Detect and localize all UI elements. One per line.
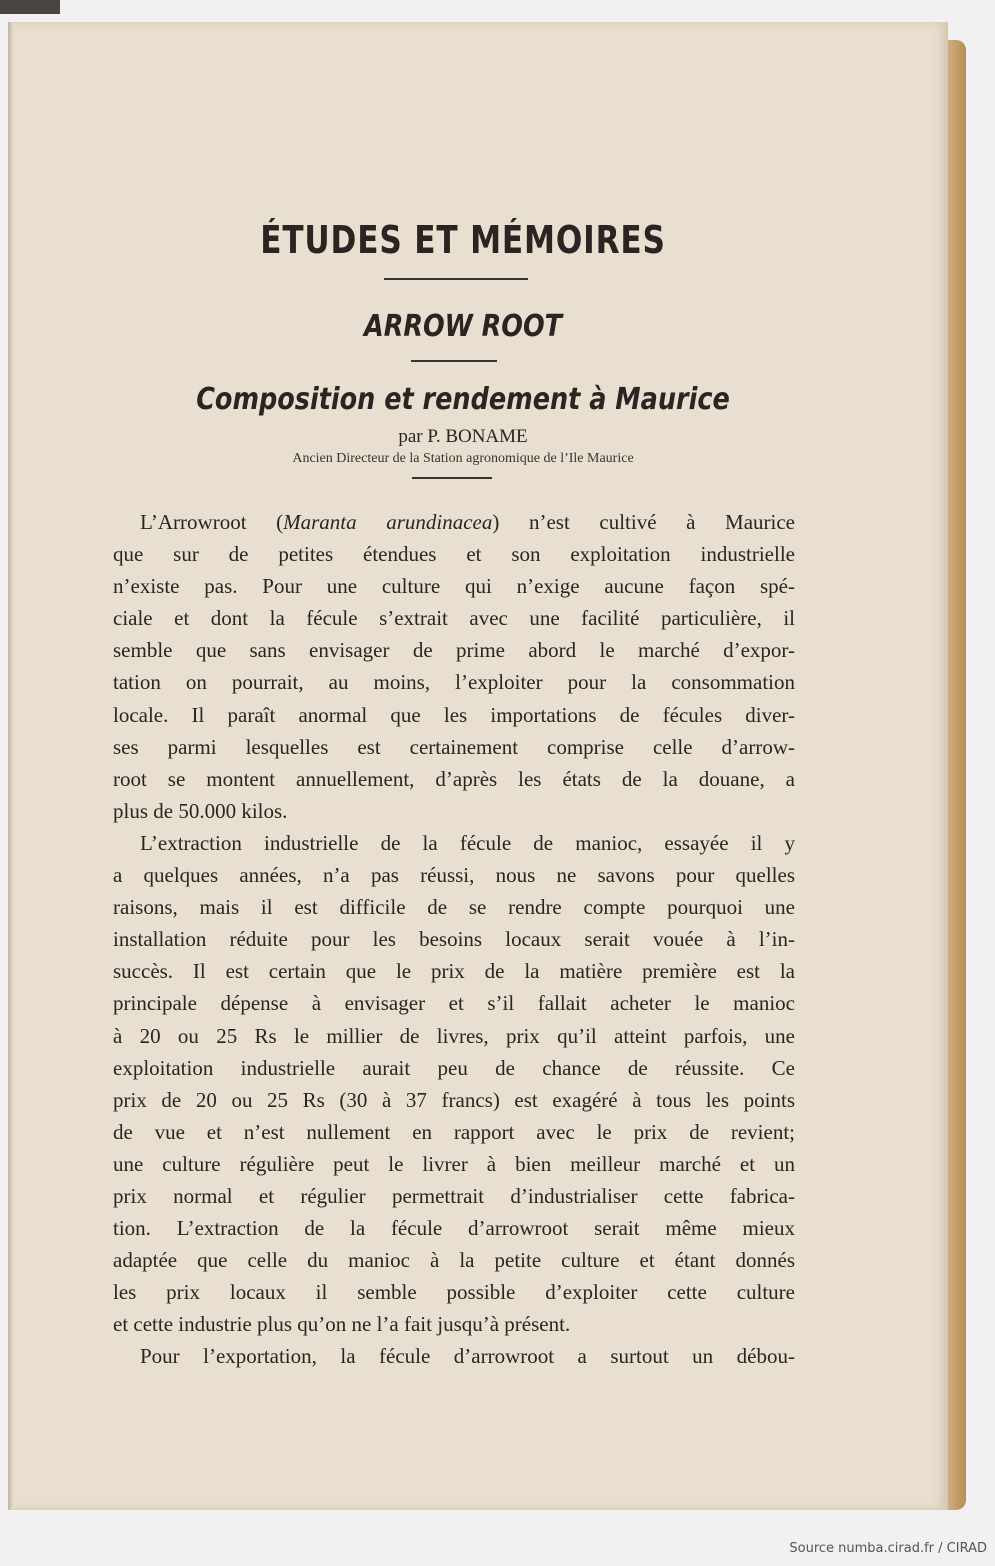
- text-line: principale dépense à envisager et s’il fallait acheter le manioc: [113, 991, 795, 1016]
- text-segment: L’Arrowroot (: [140, 510, 284, 534]
- section-heading: ÉTUDES ET MÉMOIRES: [260, 218, 666, 262]
- text-line: de vue et n’est nullement en rapport avec le prix de revient;: [113, 1119, 795, 1144]
- text-line: L’extraction industrielle de la fécule de manioc, essayée il y: [140, 830, 795, 855]
- article-body: [113, 506, 795, 1373]
- paragraph: [113, 827, 795, 1341]
- paragraph: [113, 506, 795, 827]
- text-line: ses parmi lesquelles est certainement comprise celle d’arrow-: [113, 734, 795, 759]
- source-credit: Source numba.cirad.fr / CIRAD: [789, 1541, 987, 1556]
- text-line: exploitation industrielle aurait peu de chance de réussite. Ce: [113, 1055, 795, 1080]
- text-line: Pour l’exportation, la fécule d’arrowroot a surtout un débou-: [140, 1344, 795, 1369]
- text-line: installation réduite pour les besoins locaux serait vouée à l’in-: [113, 927, 795, 952]
- author-affiliation: Ancien Directeur de la Station agronomique de l’Ile Maurice: [292, 451, 634, 466]
- divider: [412, 477, 492, 479]
- divider: [411, 360, 497, 362]
- text-line: à 20 ou 25 Rs le millier de livres, prix qu’il atteint parfois, une: [113, 1023, 795, 1048]
- italic-term: Maranta arundinacea: [283, 510, 493, 534]
- text-line: [113, 506, 795, 538]
- article-title: ARROW ROOT: [363, 309, 563, 344]
- text-line: raisons, mais il est difficile de se rendre compte pourquoi une: [113, 895, 795, 920]
- text-line: semble que sans envisager de prime abord le marché d’expor-: [113, 638, 795, 663]
- divider: [384, 278, 528, 280]
- text-line: tion. L’extraction de la fécule d’arrowroot serait même mieux: [113, 1216, 795, 1241]
- book-corner: [0, 0, 60, 14]
- text-line: adaptée que celle du manioc à la petite culture et étant donnés: [113, 1248, 795, 1273]
- text-line: et cette industrie plus qu’on ne l’a fait jusqu’à présent.: [113, 1312, 571, 1337]
- text-line: plus de 50.000 kilos.: [113, 798, 288, 823]
- text-line: les prix locaux il semble possible d’exploiter cette culture: [113, 1280, 795, 1305]
- text-segment: ) n’est cultivé à Maurice: [492, 510, 795, 534]
- text-line: n’existe pas. Pour une culture qui n’exige aucune façon spé-: [113, 574, 795, 599]
- text-line: locale. Il paraît anormal que les importations de fécules diver-: [113, 702, 795, 727]
- text-line: a quelques années, n’a pas réussi, nous ne savons pour quelles: [113, 863, 795, 888]
- text-line: tation on pourrait, au moins, l’exploiter pour la consommation: [113, 670, 795, 695]
- text-line: prix normal et régulier permettrait d’industrialiser cette fabrica-: [113, 1183, 795, 1208]
- text-line: ciale et dont la fécule s’extrait avec une facilité particulière, il: [113, 606, 795, 631]
- article-subtitle: Composition et rendement à Maurice: [196, 382, 730, 417]
- page-binding-edge: [8, 22, 14, 1510]
- paragraph: [113, 1340, 795, 1372]
- text-line: root se montent annuellement, d’après les états de la douane, a: [113, 766, 795, 791]
- text-line: prix de 20 ou 25 Rs (30 à 37 francs) est exagéré à tous les points: [113, 1087, 795, 1112]
- text-line: une culture régulière peut le livrer à bien meilleur marché et un: [113, 1151, 795, 1176]
- document-page: [8, 22, 948, 1510]
- author: par P. BONAME: [398, 426, 528, 447]
- text-line: que sur de petites étendues et son exploitation industrielle: [113, 542, 795, 567]
- text-line: succès. Il est certain que le prix de la matière première est la: [113, 959, 795, 984]
